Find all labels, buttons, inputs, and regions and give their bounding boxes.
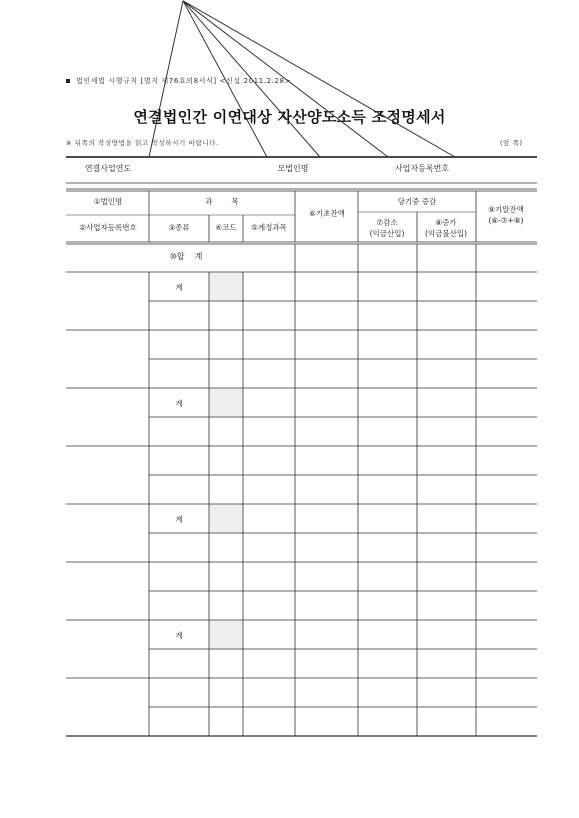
biz-reg-label: 사업자등록번호 — [394, 164, 450, 173]
col-account-group: 과 목 — [205, 197, 239, 206]
grand-total-label: ⑩합 계 — [169, 252, 203, 261]
col-decrease-sub: (익금산입) — [369, 229, 405, 238]
col-change-group: 당기중 증감 — [397, 197, 437, 206]
table-rule — [183, 1, 267, 157]
shaded-code-cell — [210, 389, 243, 417]
col-decrease: ⑦감소 — [376, 218, 398, 227]
subtotal-label: 계 — [175, 283, 183, 292]
shaded-code-cell — [210, 273, 243, 301]
col-closing-balance: ⑨기말잔액 — [488, 205, 524, 214]
biz-reg-field[interactable] — [455, 158, 537, 183]
page-side-label: (앞 쪽) — [500, 139, 523, 147]
subtotal-label: 계 — [175, 515, 183, 524]
table-rule — [183, 1, 388, 157]
fiscal-year-label: 연결사업연도 — [84, 164, 132, 173]
table-rule — [149, 1, 183, 157]
col-increase-sub: (익금불산입) — [424, 229, 468, 238]
shaded-code-cell — [210, 505, 243, 533]
table-rule — [183, 1, 320, 157]
col-biz-reg-no: ②사업자등록번호 — [79, 223, 137, 232]
shaded-code-cell — [210, 621, 243, 649]
col-type: ③종류 — [168, 223, 190, 232]
parent-name-label: 모법인명 — [277, 164, 309, 173]
col-corp-name: ①법인명 — [93, 197, 123, 206]
col-opening-balance: ⑥기초잔액 — [309, 209, 345, 218]
col-code: ④코드 — [215, 223, 237, 232]
parent-name-field[interactable] — [320, 158, 388, 183]
instruction-note: ※ 뒤쪽의 작성방법을 읽고 작성하시기 바랍니다. — [66, 139, 219, 147]
page-title: 연결법인간 이연대상 자산양도소득 조정명세서 — [133, 108, 446, 126]
table-rule — [183, 1, 455, 157]
subtotal-label: 계 — [175, 631, 183, 640]
col-closing-formula: (⑥-⑦+⑧) — [488, 216, 524, 225]
fiscal-year-field[interactable] — [149, 158, 267, 183]
subtotal-label: 계 — [175, 399, 183, 408]
form-reference-text: 법인세법 시행규칙 [별지 제76호의8서식] <신설 2011.2.28> — [76, 77, 292, 85]
col-increase: ⑧증가 — [435, 218, 457, 227]
col-account: ⑤계정과목 — [251, 223, 287, 232]
